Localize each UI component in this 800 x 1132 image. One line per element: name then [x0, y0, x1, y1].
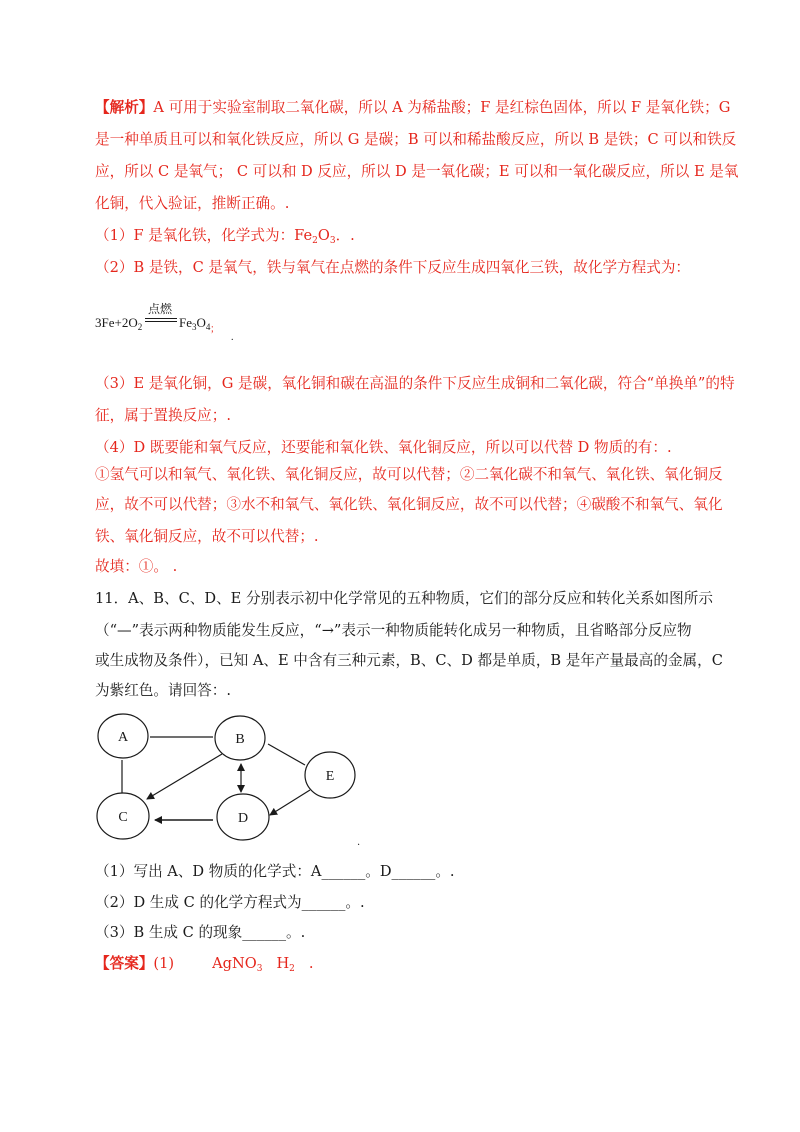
- solution-fill: 故填：①。 .: [95, 558, 178, 575]
- equation-product: $Fe_3O_4$: [179, 315, 211, 332]
- solution-q4-line-4: 铁、氧化铜反应，故不可以代替；.: [95, 528, 319, 545]
- solution-line-3: 应，所以 C 是氧气； C 可以和 D 反应，所以 D 是一氧化碳；E 可以和一氧化碳反应，所以 E 是氧: [95, 163, 739, 180]
- node-a: [98, 714, 148, 758]
- answer-line: 【答案】(1) AgNO$_3$ $H_2$ .: [95, 955, 314, 974]
- question-11-line-1: 11．A、B、C、D、E 分别表示初中化学常见的五种物质，它们的部分反应和转化关系如图所示: [95, 590, 713, 607]
- sub-question-3: （3）B 生成 C 的现象______。.: [95, 924, 306, 941]
- question-11-line-2: （“—”表示两种物质能发生反应，“→”表示一种物质能转化成另一种物质，且省略部分反应物: [95, 622, 692, 639]
- svg-text:D: D: [237, 811, 249, 826]
- edge-b-e: [268, 744, 305, 765]
- question-11-line-3: 或生成物及条件），已知 A、E 中含有三种元素，B、C、D 都是单质，B 是年产量最高的金属，C: [95, 652, 723, 669]
- solution-q2: （2）B 是铁，C 是氧气，铁与氧气在点燃的条件下反应生成四氧化三铁，故化学方程式为：: [95, 259, 691, 276]
- solution-q4-line-2: ①氢气可以和氧气、氧化铁、氧化铜反应，故可以代替；②二氧化碳不和氧气、氧化铁、氧化铜反: [95, 466, 723, 483]
- svg-text:C: C: [118, 810, 128, 825]
- solution-q1: （1）F 是氧化铁，化学式为：$Fe_2O_3$．.: [95, 227, 355, 246]
- solution-q3-line-2: 征，属于置换反应；.: [95, 407, 231, 424]
- solution-q3-line-1: （3）E 是氧化铜，G 是碳，氧化铜和碳在高温的条件下反应生成铜和二氧化碳，符合“单换单”的特: [95, 375, 735, 392]
- sub-question-2: （2）D 生成 C 的化学方程式为______。.: [95, 894, 365, 911]
- node-b: [215, 716, 265, 760]
- equation-bar-bottom: [145, 321, 177, 322]
- chemical-equation: [95, 300, 265, 350]
- solution-line-2: 是一种单质且可以和氧化铁反应，所以 G 是碳；B 可以和稀盐酸反应，所以 B 是铁；C 可以和铁反: [95, 131, 737, 148]
- equation-dot: .: [231, 332, 234, 343]
- equation-reactants: $3Fe+2O_2$: [95, 315, 143, 332]
- answer-tag: 【答案】: [95, 955, 154, 972]
- node-c: [97, 793, 149, 839]
- solution-q4-line-1: （4）D 既要能和氧气反应，还要能和氧化铁、氧化铜反应，所以可以代替 D 物质的有：.: [95, 439, 672, 456]
- svg-text:B: B: [235, 732, 245, 747]
- arrow-e-to-d: [270, 790, 310, 815]
- equation-condition: 点燃: [148, 302, 173, 316]
- equation-bar-top: [145, 318, 177, 319]
- arrow-b-to-c: [147, 754, 222, 799]
- question-11-line-4: 为紫红色。请回答：.: [95, 682, 231, 699]
- solution-line-4: 化铜，代入验证，推断正确。.: [95, 195, 290, 212]
- diagram-trailing-dot: .: [357, 837, 361, 848]
- node-d: [217, 794, 269, 840]
- sub-question-1: （1）写出 A、D 物质的化学式：A______。D______。.: [95, 863, 455, 880]
- equation-semicolon: ；: [210, 324, 220, 335]
- solution-tag: 【解析】: [95, 99, 154, 116]
- svg-text:A: A: [117, 730, 129, 745]
- solution-line-1: 【解析】A 可用于实验室制取二氧化碳，所以 A 为稀盐酸；F 是红棕色固体，所以 F 是氧化铁；G: [95, 99, 731, 116]
- reaction-diagram: [95, 712, 385, 852]
- node-e: [305, 752, 355, 798]
- solution-q4-line-3: 应，故不可以代替；③水不和氧气、氧化铁、氧化铜反应，故不可以代替；④碳酸不和氧气、氧化: [95, 496, 723, 513]
- svg-text:E: E: [325, 769, 335, 784]
